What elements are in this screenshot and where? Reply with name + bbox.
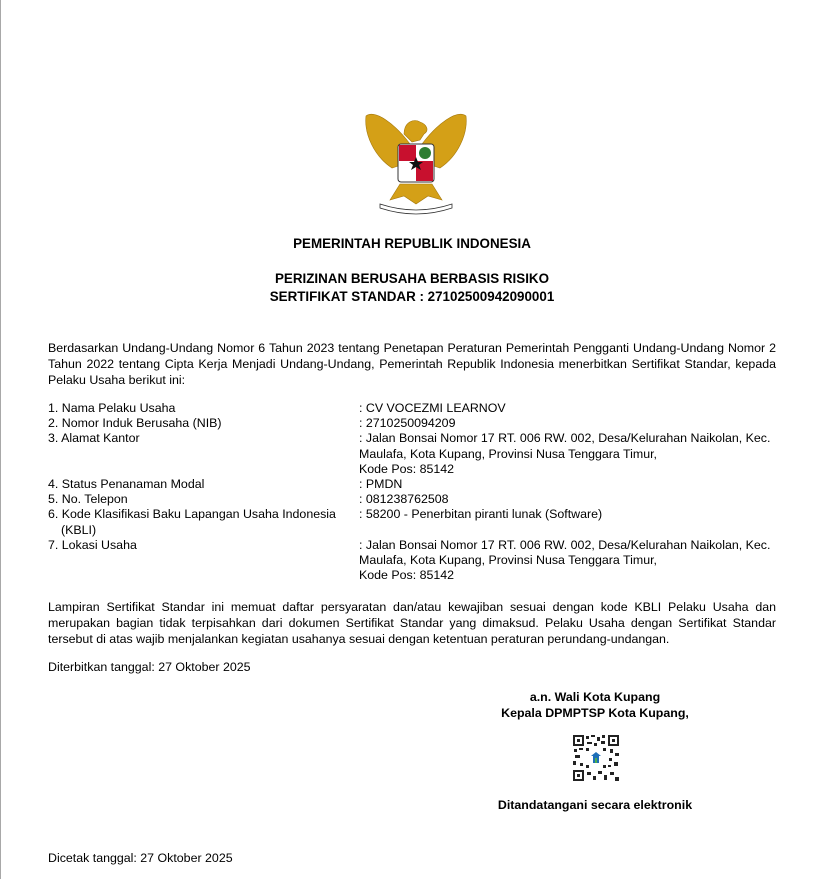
field-label: 6. Kode Klasifikasi Baku Lapangan Usaha Indonesia (KBLI) (48, 507, 336, 537)
document-title: PERIZINAN BERUSAHA BERBASIS RISIKO (274, 271, 550, 286)
address-line-2: Maulafa, Kota Kupang, Provinsi Nusa Tenggara Timur, (359, 553, 658, 568)
page-left-border (0, 0, 1, 879)
business-fields (48, 401, 788, 583)
qr-code (572, 734, 620, 782)
intro-paragraph: Berdasarkan Undang-Undang Nomor 6 Tahun 2023 tentang Penetapan Peraturan Pemerintah Pengganti Undang-Undang Nomor 2 Tahun 2022 tentang Cipta Kerja Menjadi Undang-Undang, Pemerintah Republik Indonesia menerbitkan Sertifikat Standar, kepada Pelaku Usaha berikut ini: (48, 341, 776, 387)
field-label: 4. Status Penanaman Modal (48, 477, 205, 492)
field-row (48, 431, 788, 477)
signatory-line-1: a.n. Wali Kota Kupang (529, 690, 661, 704)
field-value: : CV VOCEZMI LEARNOV (359, 401, 506, 415)
closing-paragraph: Lampiran Sertifikat Standar ini memuat daftar persyaratan dan/atau kewajiban sesuai dengan kode KBLI Pelaku Usaha dan merupakan bagian tidak terpisahkan dari dokumen Sertifikat Standar yang dimaksud. Pelaku Usaha dengan Sertifikat Standar tersebut di atas wajib menjalankan kegiatan usahanya sesuai dengan ketentuan peraturan perundang-undangan. (48, 600, 776, 646)
field-value: : PMDN (359, 477, 403, 492)
address-line-1: : Jalan Bonsai Nomor 17 RT. 006 RW. 002, Desa/Kelurahan Naikolan, Kec. (359, 537, 771, 552)
address-line-2: Maulafa, Kota Kupang, Provinsi Nusa Tenggara Timur, (359, 446, 658, 461)
garuda-pancasila-emblem (360, 104, 472, 216)
field-label: 1. Nama Pelaku Usaha (48, 401, 176, 415)
field-label: 3. Alamat Kantor (48, 431, 140, 446)
signatory-line-2: Kepala DPMPTSP Kota Kupang, (501, 706, 689, 720)
electronic-signature-note: Ditandatangani secara elektronik (497, 798, 693, 812)
field-row (48, 477, 788, 492)
field-value: : 2710250094209 (359, 416, 456, 431)
field-value: : 081238762508 (359, 492, 449, 507)
field-label: 2. Nomor Induk Berusaha (NIB) (48, 416, 222, 431)
field-row (48, 538, 788, 584)
certificate-number: SERTIFIKAT STANDAR : 27102500942090001 (269, 289, 555, 304)
address-line-1: : Jalan Bonsai Nomor 17 RT. 006 RW. 002, Desa/Kelurahan Naikolan, Kec. (359, 431, 771, 446)
field-value (359, 431, 788, 477)
government-heading: PEMERINTAH REPUBLIK INDONESIA (293, 236, 531, 251)
field-label: 5. No. Telepon (48, 492, 128, 507)
field-value: : 58200 - Penerbitan piranti lunak (Software) (359, 507, 603, 522)
issued-date: Diterbitkan tanggal: 27 Oktober 2025 (48, 660, 251, 674)
field-row (48, 416, 788, 431)
field-row (48, 401, 788, 416)
field-value (359, 538, 788, 584)
address-line-3: Kode Pos: 85142 (359, 461, 455, 476)
field-row (48, 492, 788, 507)
field-row (48, 507, 788, 537)
address-line-3: Kode Pos: 85142 (359, 568, 455, 583)
printed-date: Dicetak tanggal: 27 Oktober 2025 (48, 851, 233, 865)
field-label: 7. Lokasi Usaha (48, 537, 137, 552)
